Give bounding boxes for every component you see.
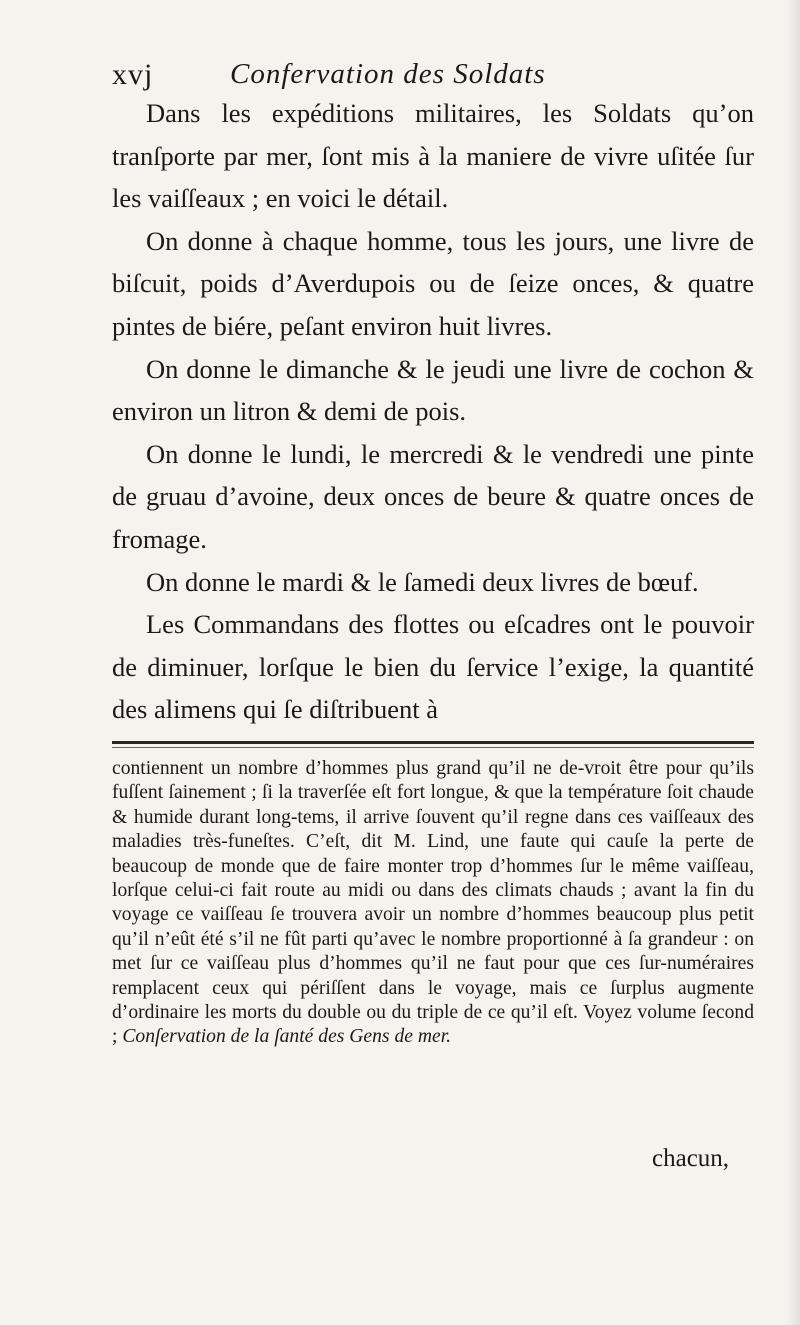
paragraph-monday-wednesday-friday: On donne le lundi, le mercredi & le vendredi une pinte de gruau d’avoine, deux onces de beure & quatre onces de fromage.: [112, 438, 754, 554]
paragraph-tuesday-saturday: On donne le mardi & le ſamedi deux livres de bœuf.: [146, 566, 699, 597]
main-text: [112, 92, 754, 731]
page-edge-shadow: [786, 0, 800, 1325]
paragraph-daily-ration: On donne à chaque homme, tous les jours, une livre de biſcuit, poids d’Averdupois ou de ſeize onces, & quatre pintes de biére, peſant environ huit livres.: [112, 225, 754, 341]
paragraph-expeditions: Dans les expéditions militaires, les Soldats qu’on tranſporte par mer, ſont mis à la maniere de vivre uſitée ſur les vaiſſeaux ; en voici le détail.: [112, 98, 754, 214]
footnote-separator: [112, 741, 754, 744]
paragraph-commanders: Les Commandans des flottes ou eſcadres ont le pouvoir de diminuer, lorſque le bien du ſervice l’exige, la quantité des alimens qui ſe diſtribuent à: [112, 609, 754, 725]
footnote-separator-thin: [112, 747, 754, 748]
running-title: Confervation des Soldats: [230, 58, 546, 90]
footnote: [112, 757, 754, 1050]
paragraph-sunday-thursday: On donne le dimanche & le jeudi une livre de cochon & environ un litron & demi de pois.: [112, 353, 754, 427]
footnote-reference: Conſervation de la ſanté des Gens de mer.: [122, 1026, 452, 1048]
catchword: chacun,: [652, 1145, 730, 1172]
page-number: xvj: [112, 58, 154, 91]
footnote-text: [112, 757, 754, 1050]
footnote-body: contiennent un nombre d’hommes plus grand qu’il ne de-vroit être pour qu’ils fuſſent ſainement ; ſi la traverſée eſt fort longue, & que la température ſoit chaude & humide durant long-tems, il arrive ſouvent qu’il regne dans ces vaiſſeaux des maladies très-funeſtes. C’eſt, dit M. Lind, une faute qui cauſe la perte de beaucoup de monde que de faire monter trop d’hommes ſur le même vaiſſeau, lorſque celui-ci fait route au midi ou dans des climats chauds ; avant la fin du voyage ce vaiſſeau ſe trouvera avoir un nombre d’hommes beaucoup plus petit qu’il n’eût été s’il ne fût parti qu’avec le nombre proportionné à ſa grandeur : on met ſur ce vaiſſeau plus d’hommes qu’il ne faut pour que ces ſur-numéraires remplacent ceux qui périſſent dans le voyage, mais ce ſurplus augmente d’ordinaire les morts du double ou du triple de ce qu’il eſt. Voyez volume ſecond ;: [112, 758, 754, 1048]
